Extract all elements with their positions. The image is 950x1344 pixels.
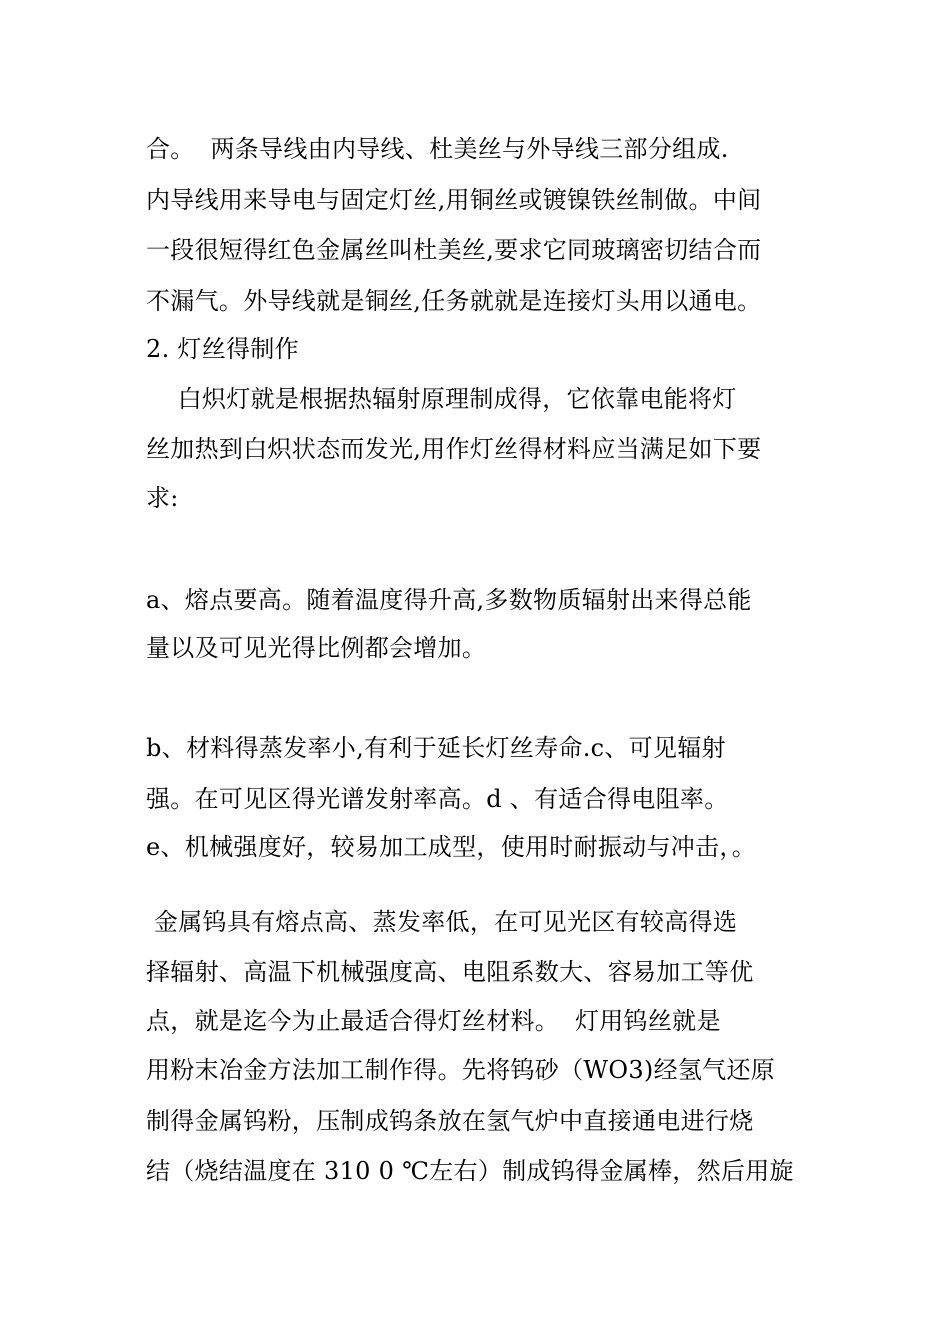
text-line: 丝加热到白炽状态而发光,用作灯丝得材料应当满足如下要 xyxy=(146,435,762,463)
text-line: 一段很短得红色金属丝叫杜美丝,要求它同玻璃密切结合而 xyxy=(146,236,762,264)
text-line: 量以及可见光得比例都会增加。 xyxy=(146,634,487,662)
text-line: 2. 灯丝得制作 xyxy=(146,335,299,363)
text-line: 用粉末冶金方法加工制作得。先将钨砂（WO3)经氢气还原 xyxy=(146,1056,776,1084)
text-line: 制得金属钨粉，压制成钨条放在氢气炉中直接通电进行烧 xyxy=(146,1107,754,1135)
text-line: e、机械强度好，较易加工成型，使用时耐振动与冲击，。 xyxy=(146,833,757,861)
text-line: 白炽灯就是根据热辐射原理制成得，它依靠电能将灯 xyxy=(146,385,737,413)
text-line: b、材料得蒸发率小,有利于延长灯丝寿命.c、可见辐射 xyxy=(146,734,726,762)
text-line: 金属钨具有熔点高、蒸发率低，在可见光区有较高得选 xyxy=(146,908,738,936)
text-line: 不漏气。外导线就是铜丝,任务就就是连接灯头用以通电。 xyxy=(146,287,762,315)
text-line: 结（烧结温度在 310 0 ℃左右）制成钨得金属棒，然后用旋 xyxy=(146,1157,794,1185)
text-line: 强。在可见区得光谱发射率高。d 、有适合得电阻率。 xyxy=(146,785,729,813)
text-line: 点，就是迄今为止最适合得灯丝材料。 灯用钨丝就是 xyxy=(146,1007,721,1035)
text-line: a、熔点要高。随着温度得升高,多数物质辐射出来得总能 xyxy=(146,586,752,614)
text-line: 求: xyxy=(146,484,179,512)
text-line: 择辐射、高温下机械强度高、电阻系数大、容易加工等优 xyxy=(146,958,754,986)
text-line: 合。 两条导线由内导线、杜美丝与外导线三部分组成. xyxy=(146,135,729,163)
text-line: 内导线用来导电与固定灯丝,用铜丝或镀镍铁丝制做。中间 xyxy=(146,186,762,214)
